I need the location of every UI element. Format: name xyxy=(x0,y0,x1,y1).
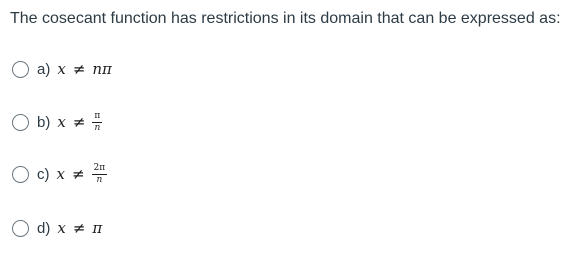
option-b-expression xyxy=(57,112,102,133)
not-equal-symbol: ≠ xyxy=(71,165,85,183)
option-c[interactable] xyxy=(12,159,107,189)
option-a-value: nπ xyxy=(92,60,112,78)
option-d-variable: x xyxy=(57,219,66,237)
fraction-numerator: π xyxy=(94,110,101,121)
option-a[interactable] xyxy=(12,54,112,84)
option-d-value: π xyxy=(92,219,103,237)
option-d-expression xyxy=(57,219,102,237)
not-equal-symbol: ≠ xyxy=(72,113,86,131)
fraction-denominator: n xyxy=(96,174,103,185)
option-d[interactable] xyxy=(12,213,102,243)
option-d-letter: d) xyxy=(37,219,51,237)
not-equal-symbol: ≠ xyxy=(72,60,86,78)
option-c-variable: x xyxy=(56,165,65,183)
option-a-expression xyxy=(57,60,112,78)
option-b-fraction xyxy=(92,112,102,133)
question-text: The cosecant function has restrictions in its domain that can be expressed as: xyxy=(10,10,561,27)
not-equal-symbol: ≠ xyxy=(72,219,86,237)
option-c-expression xyxy=(57,164,108,185)
fraction-numerator: 2π xyxy=(93,162,106,173)
option-c-fraction xyxy=(92,164,108,185)
radio-button-c[interactable] xyxy=(12,166,29,183)
radio-button-b[interactable] xyxy=(12,114,29,131)
option-a-letter: a) xyxy=(37,60,51,78)
fraction-denominator: n xyxy=(94,122,101,133)
radio-button-d[interactable] xyxy=(12,220,29,237)
option-a-variable: x xyxy=(57,60,66,78)
option-b-letter: b) xyxy=(37,113,51,131)
radio-button-a[interactable] xyxy=(12,61,29,78)
option-c-letter: c) xyxy=(37,165,50,183)
option-b[interactable] xyxy=(12,107,102,137)
option-b-variable: x xyxy=(57,113,66,131)
